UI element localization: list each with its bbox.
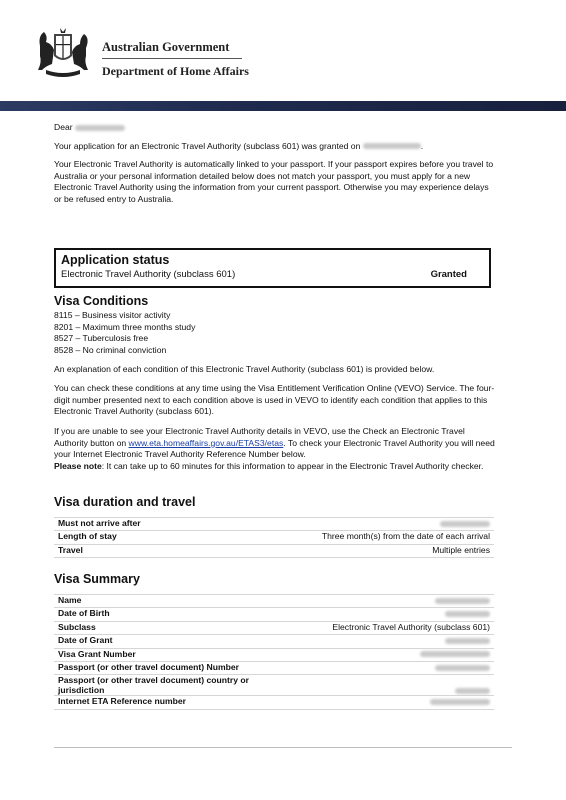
redacted-date (363, 143, 421, 149)
table-row: Subclass Electronic Travel Authority (subclass 601) (54, 621, 494, 634)
condition-item: 8201 – Maximum three months study (54, 321, 196, 332)
note-label: Please note (54, 460, 102, 471)
table-row: Must not arrive after (54, 518, 494, 531)
duration-table (54, 517, 494, 558)
greeting: Dear (54, 122, 496, 134)
summary-table (54, 594, 494, 710)
letter-body (54, 122, 496, 213)
table-row: Passport (or other travel document) Number (54, 661, 494, 674)
footer-divider (54, 747, 512, 748)
table-row: Name (54, 595, 494, 608)
table-row: Internet ETA Reference number (54, 696, 494, 709)
vevo-paragraph: You can check these conditions at any time using the Visa Entitlement Verification Online (VEVO) Service. The four-digit number presented next to each condition above is used in VEVO to identify each condition that applies to this Electronic Travel Authority (subclass 601). (54, 383, 495, 417)
header-band (0, 101, 566, 111)
status-title: Application status (61, 253, 170, 267)
visa-conditions-heading: Visa Conditions (54, 294, 149, 308)
table-row: Date of Birth (54, 608, 494, 621)
grant-paragraph: Your application for an Electronic Travel Authority (subclass 601) was granted on . (54, 140, 424, 151)
government-name: Australian Government (102, 40, 230, 54)
condition-item: 8527 – Tuberculosis free (54, 333, 149, 344)
table-row: Passport (or other travel document) country or jurisdiction (54, 675, 494, 696)
status-value: Granted (430, 269, 467, 280)
redacted-value (440, 521, 490, 527)
status-label: Electronic Travel Authority (subclass 601) (61, 269, 236, 280)
redacted-value (435, 598, 490, 604)
table-row: Length of stay Three month(s) from the date of each arrival (54, 531, 494, 544)
letterhead-divider (102, 58, 242, 59)
passport-paragraph: Your Electronic Travel Authority is automatically linked to your passport. If your passport expires before you travel to Australia or your personal information detailed below does not match your passport, you must apply for a new Electronic Travel Authority using the information from your current passport. Otherwise you may experience delays or be refused entry to Australia. (54, 159, 494, 204)
redacted-name (75, 125, 125, 131)
redacted-value (420, 651, 490, 657)
condition-item: 8528 – No criminal conviction (54, 344, 167, 355)
application-status-box (54, 248, 491, 288)
conditions-list (54, 310, 195, 356)
department-name: Department of Home Affairs (102, 64, 249, 78)
vevo-check-paragraph: If you are unable to see your Electronic Travel Authority details in VEVO, use the Check an Electronic Travel Authority button on www.eta.homeaffairs.gov.au/ETAS3/etas. To check your Electronic Travel Authority you will need your Internet Electronic Travel Authority Reference Number below. Please note: It can take up to 60 minutes for this information to appear in the Electronic Travel Authority checker. (54, 426, 495, 471)
eta-link[interactable]: www.eta.homeaffairs.gov.au/ETAS3/etas (128, 437, 284, 448)
redacted-value (430, 699, 490, 705)
table-row: Visa Grant Number (54, 648, 494, 661)
redacted-value (445, 638, 490, 644)
redacted-value (455, 688, 490, 694)
status-row (61, 269, 489, 280)
visa-duration-heading: Visa duration and travel (54, 495, 196, 509)
coat-of-arms-logo (32, 26, 94, 80)
condition-item: 8115 – Business visitor activity (54, 310, 171, 320)
table-row: Date of Grant (54, 635, 494, 648)
table-row: Travel Multiple entries (54, 544, 494, 557)
letterhead (0, 0, 566, 112)
redacted-value (435, 665, 490, 671)
visa-summary-heading: Visa Summary (54, 572, 140, 586)
conditions-explanation: An explanation of each condition of this Electronic Travel Authority (subclass 601) is provided below. (54, 364, 435, 374)
redacted-value (445, 611, 490, 617)
